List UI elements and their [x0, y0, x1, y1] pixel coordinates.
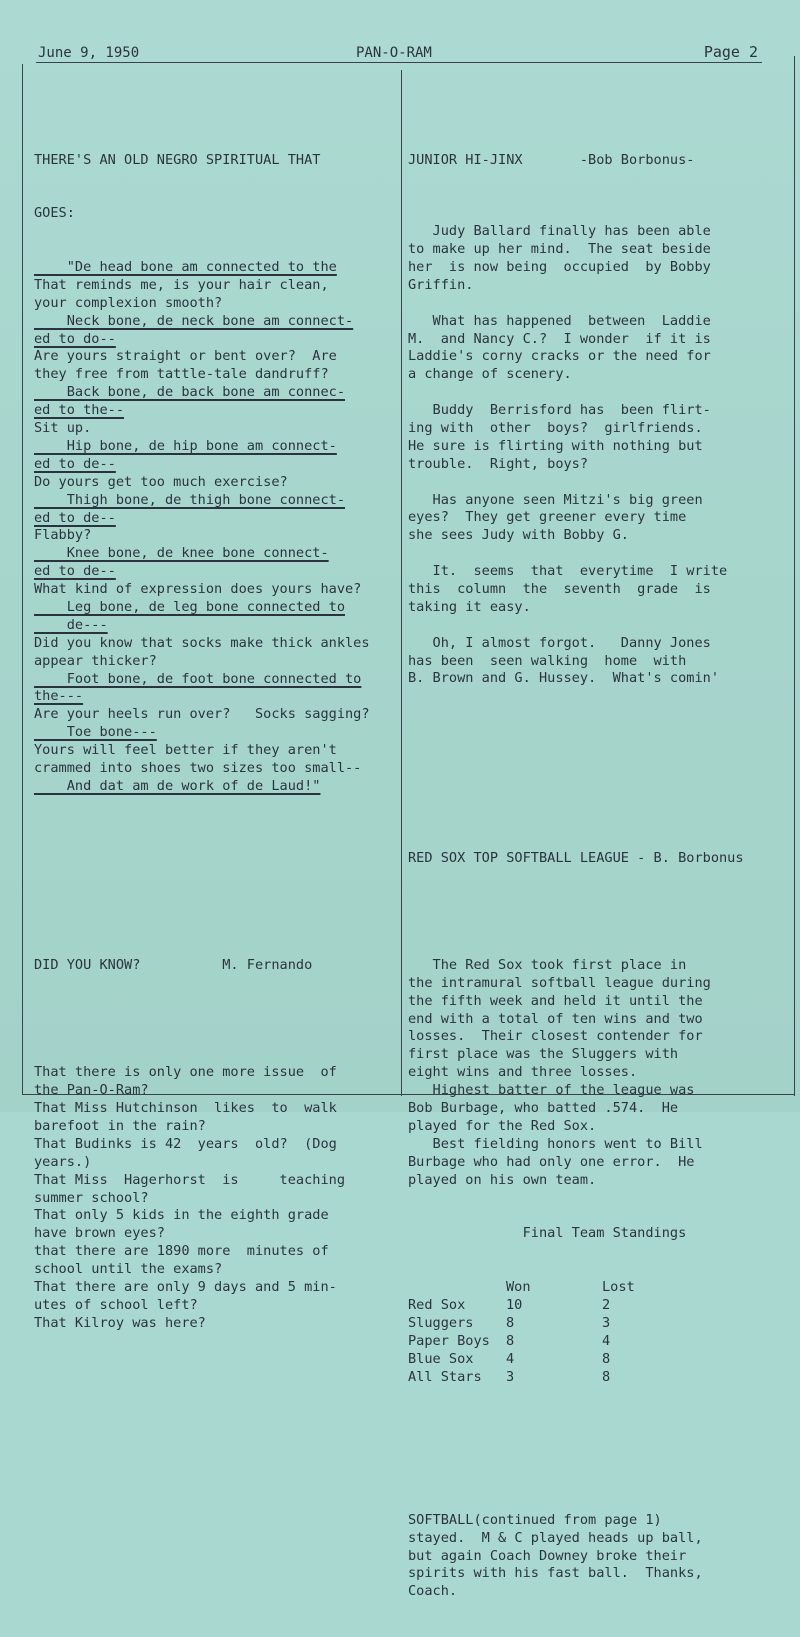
softball-line: but again Coach Downey broke their — [408, 1547, 687, 1564]
standings-title — [408, 1225, 792, 1243]
did-you-know-line: have brown eyes? — [34, 1225, 165, 1242]
did-you-know-line: That Miss Hagerhorst is teaching — [34, 1171, 345, 1188]
gossip-line: a change of scenery. — [408, 366, 572, 383]
lyric-line — [34, 384, 400, 402]
article-line: end with a total of ten wins and two — [408, 1010, 703, 1027]
standings-header-row — [408, 1279, 682, 1297]
lyric-line — [34, 456, 400, 474]
did-you-know-line: That there is only one more issue of — [34, 1064, 337, 1081]
lyric-line — [34, 563, 400, 581]
spiritual-lines — [34, 259, 400, 796]
standings-lost-cell: 2 — [602, 1296, 611, 1313]
gossip-line: has been seen walking home with — [408, 652, 687, 669]
gossip-line: Oh, I almost forgot. Danny Jones — [408, 634, 711, 651]
gossip-line: Buddy Berrisford has been flirt- — [408, 402, 711, 419]
standings-row — [408, 1351, 682, 1369]
lyric-line — [34, 259, 400, 277]
lyric-line — [34, 599, 400, 617]
lyric-line-text: Hip bone, de hip bone am connect- — [34, 437, 337, 454]
lyric-line — [34, 724, 400, 742]
did-you-know-author: M. Fernando — [222, 956, 313, 973]
lyric-line-text: Back bone, de back bone am connec- — [34, 384, 345, 401]
lyric-line-text: Foot bone, de foot bone connected to — [34, 670, 362, 687]
standings-team-cell: Blue Sox — [408, 1350, 474, 1367]
junior-hijinx-heading: JUNIOR HI-JINX — [408, 151, 523, 168]
lyric-line-text: And dat am de work of de Laud!" — [34, 777, 321, 794]
gossip-paragraph — [408, 492, 792, 546]
red-sox-section — [408, 814, 792, 1423]
gossip-line: What has happened between Laddie — [408, 312, 711, 329]
did-you-know-line: school until the exams? — [34, 1261, 223, 1278]
did-you-know-lines — [34, 1064, 400, 1332]
gossip-line: she sees Judy with Bobby G. — [408, 527, 629, 544]
lyric-line — [34, 545, 400, 563]
gossip-paragraph — [408, 563, 792, 617]
red-sox-heading: RED SOX TOP SOFTBALL LEAGUE - B. Borbonus — [408, 849, 744, 866]
lyric-line-text: ed to de-- — [34, 455, 116, 472]
did-you-know-line: That Miss Hutchinson likes to walk — [34, 1100, 337, 1117]
page-header — [36, 40, 762, 63]
gossip-line: Griffin. — [408, 276, 474, 293]
newsletter-title: PAN-O-RAM — [356, 45, 432, 61]
lyric-line-text: ed to de-- — [34, 509, 116, 526]
gossip-line: Has anyone seen Mitzi's big green — [408, 491, 703, 508]
column-divider-rule — [401, 70, 402, 1096]
lyric-line-text: Leg bone, de leg bone connected to — [34, 598, 345, 615]
lyric-line — [34, 510, 400, 528]
commentary-line: they free from tattle-tale dandruff? — [34, 366, 329, 383]
standings-row — [408, 1315, 682, 1333]
junior-hijinx-header — [408, 152, 792, 170]
standings-lost-cell: 8 — [602, 1350, 611, 1367]
lyric-line — [34, 313, 400, 331]
commentary-line: your complexion smooth? — [34, 294, 223, 311]
issue-date: June 9, 1950 — [38, 45, 140, 61]
red-sox-article — [408, 957, 792, 1190]
lyric-line-text: Toe bone--- — [34, 724, 157, 741]
softball-continued-section — [408, 1512, 792, 1601]
did-you-know-line: that there are 1890 more minutes of — [34, 1243, 329, 1260]
article-line: Burbage who had only one error. He — [408, 1153, 695, 1170]
lyric-line — [34, 671, 400, 689]
standings-team-cell: All Stars — [408, 1368, 482, 1385]
softball-line: stayed. M & C played heads up ball, — [408, 1529, 703, 1546]
spiritual-heading: THERE'S AN OLD NEGRO SPIRITUAL THAT — [34, 151, 321, 168]
did-you-know-line: the Pan-O-Ram? — [34, 1082, 149, 1099]
right-column — [408, 80, 792, 1637]
gossip-line: eyes? They get greener every time — [408, 509, 687, 526]
junior-hijinx-author: -Bob Borbonus- — [579, 151, 695, 168]
did-you-know-line: That Kilroy was here? — [34, 1314, 206, 1331]
article-line: losses. Their closest contender for — [408, 1028, 703, 1045]
did-you-know-line: That there are only 9 days and 5 min- — [34, 1278, 337, 1295]
gossip-line: taking it easy. — [408, 598, 531, 615]
article-line: Best fielding honors went to Bill — [408, 1135, 703, 1152]
page-number: Page 2 — [703, 43, 758, 61]
did-you-know-line: barefoot in the rain? — [34, 1117, 206, 1134]
standings-won-cell: 8 — [506, 1314, 515, 1331]
softball-line: spirits with his fast ball. Thanks, — [408, 1565, 703, 1582]
standings-won-cell: 10 — [506, 1296, 523, 1313]
standings-title-text: Final Team Standings — [522, 1225, 687, 1242]
standings-row — [408, 1369, 682, 1387]
lost-column-header: Lost — [602, 1279, 635, 1296]
right-border-rule — [794, 56, 795, 1096]
standings-lost-cell: 3 — [602, 1314, 611, 1331]
lyric-line-text: ed to do-- — [34, 330, 116, 347]
standings-table — [408, 1279, 682, 1386]
article-line: played on his own team. — [408, 1171, 597, 1188]
lyric-line — [34, 492, 400, 510]
gossip-line: M. and Nancy C.? I wonder if it is — [408, 330, 711, 347]
commentary-line: Flabby? — [34, 527, 92, 544]
did-you-know-section — [34, 921, 400, 1368]
commentary-line: That reminds me, is your hair clean, — [34, 276, 329, 293]
article-line: Highest batter of the league was — [408, 1082, 695, 1099]
standings-team-cell: Paper Boys — [408, 1332, 490, 1349]
spiritual-section — [34, 116, 400, 832]
lyric-line-text: the--- — [34, 688, 84, 705]
commentary-line: Sit up. — [34, 420, 92, 437]
article-line: first place was the Sluggers with — [408, 1046, 679, 1063]
article-line: the intramural softball league during — [408, 974, 711, 991]
junior-hijinx-section — [408, 116, 792, 724]
gossip-line: to make up her mind. The seat beside — [408, 241, 711, 258]
article-line: Bob Burbage, who batted .574. He — [408, 1100, 679, 1117]
standings-row — [408, 1333, 682, 1351]
did-you-know-line: years.) — [34, 1153, 92, 1170]
lyric-line-text: ed to the-- — [34, 402, 125, 419]
commentary-line: What kind of expression does yours have? — [34, 581, 362, 598]
lyric-line-text: Neck bone, de neck bone am connect- — [34, 312, 354, 329]
did-you-know-line: summer school? — [34, 1189, 149, 1206]
gossip-line: Judy Ballard finally has been able — [408, 223, 711, 240]
commentary-line: Yours will feel better if they aren't — [34, 742, 337, 759]
commentary-line: Did you know that socks make thick ankles — [34, 634, 370, 651]
junior-hijinx-paragraphs — [408, 205, 792, 688]
lyric-line — [34, 778, 400, 796]
did-you-know-line: utes of school left? — [34, 1296, 198, 1313]
gossip-paragraph — [408, 402, 792, 474]
gossip-line: ing with other boys? girlfriends. — [408, 420, 703, 437]
commentary-line: appear thicker? — [34, 652, 157, 669]
gossip-line: Laddie's corny cracks or the need for — [408, 348, 711, 365]
lyric-line — [34, 438, 400, 456]
gossip-paragraph — [408, 313, 792, 385]
lyric-line-text: de--- — [34, 616, 108, 633]
left-border-rule — [22, 64, 23, 1094]
did-you-know-header — [34, 957, 400, 975]
left-column — [34, 80, 400, 1404]
did-you-know-line: That only 5 kids in the eighth grade — [34, 1207, 329, 1224]
standings-won-cell: 8 — [506, 1332, 515, 1349]
standings-row — [408, 1297, 682, 1315]
lyric-line — [34, 402, 400, 420]
standings-team-cell: Red Sox — [408, 1296, 466, 1313]
softball-continued-heading: SOFTBALL(continued from page 1) — [408, 1511, 662, 1528]
article-line: eight wins and three losses. — [408, 1064, 638, 1081]
commentary-line: Are yours straight or bent over? Are — [34, 348, 337, 365]
gossip-line: trouble. Right, boys? — [408, 455, 589, 472]
softball-line: Coach. — [408, 1583, 458, 1600]
standings-team-cell: Sluggers — [408, 1314, 474, 1331]
article-line: The Red Sox took first place in — [408, 956, 687, 973]
standings-won-cell: 4 — [506, 1350, 515, 1367]
lyric-line — [34, 617, 400, 635]
commentary-line: Do yours get too much exercise? — [34, 473, 288, 490]
article-line: the fifth week and held it until the — [408, 992, 703, 1009]
lyric-line-text: "De head bone am connected to the — [34, 259, 337, 276]
lyric-line-text: Knee bone, de knee bone connect- — [34, 545, 329, 562]
lyric-line-text: ed to de-- — [34, 563, 116, 580]
gossip-line: this column the seventh grade is — [408, 581, 711, 598]
standings-lost-cell: 4 — [602, 1332, 611, 1349]
spiritual-heading-cont: GOES: — [34, 205, 75, 222]
lyric-line-text: Thigh bone, de thigh bone connect- — [34, 491, 345, 508]
gossip-paragraph — [408, 635, 792, 689]
gossip-line: her is now being occupied by Bobby — [408, 259, 711, 275]
article-line: played for the Red Sox. — [408, 1117, 597, 1134]
did-you-know-heading: DID YOU KNOW? — [34, 956, 141, 973]
commentary-line: Are your heels run over? Socks sagging? — [34, 706, 370, 723]
gossip-paragraph — [408, 223, 792, 295]
gossip-line: He sure is flirting with nothing but — [408, 437, 703, 454]
gossip-line: It. seems that everytime I write — [408, 563, 728, 580]
won-column-header: Won — [506, 1279, 531, 1296]
standings-won-cell: 3 — [506, 1368, 515, 1385]
standings-lost-cell: 8 — [602, 1368, 611, 1385]
lyric-line — [34, 688, 400, 706]
lyric-line — [34, 331, 400, 349]
commentary-line: crammed into shoes two sizes too small-- — [34, 759, 362, 776]
did-you-know-line: That Budinks is 42 years old? (Dog — [34, 1135, 337, 1152]
gossip-line: B. Brown and G. Hussey. What's comin' — [408, 670, 719, 687]
